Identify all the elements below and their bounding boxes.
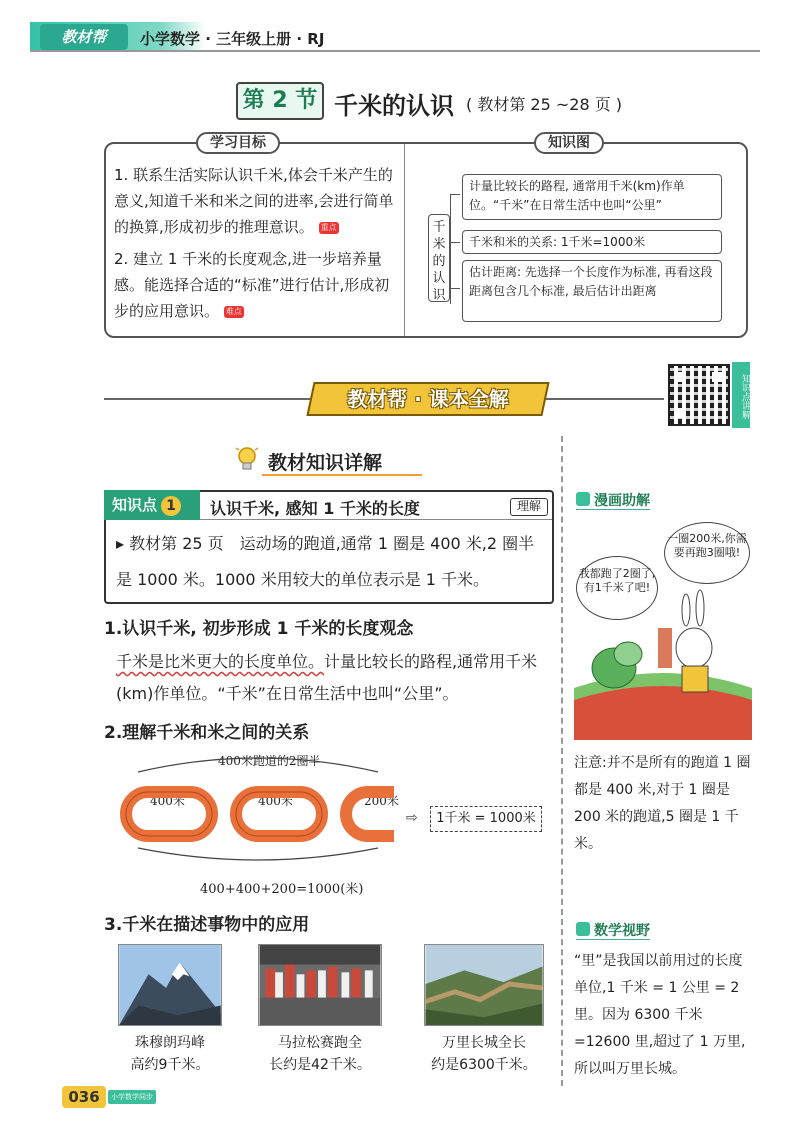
track-bottom-label: 400+400+200=1000(米) [200, 882, 364, 897]
qr-pattern [670, 366, 728, 424]
map-branch [450, 242, 460, 243]
section-name: 千米的认识 [334, 92, 454, 120]
column-divider [561, 436, 563, 1086]
caption-line: 长约是42千米。 [269, 1057, 371, 1073]
goal-text: 2. 建立 1 千米的长度观念,进一步培养量感。能选择合适的“标准”进行估计,形成初步的应用意识。 [114, 250, 390, 320]
photo-caption [258, 1032, 382, 1076]
heading-2: 2.理解千米和米之间的关系 [104, 723, 310, 743]
conversion-equation: 1千米 = 1000米 [430, 806, 542, 832]
sidebar-note: 注意:并不是所有的跑道 1 圈都是 400 米,对于 1 圈是 200 米的跑道,5 圈是 1 千米。 [574, 755, 751, 852]
math-view-tag: 数学视野 [576, 920, 650, 940]
top-brace [138, 758, 378, 772]
section-number: 第 2 节 [236, 82, 324, 120]
goal-text: 1. 联系生活实际认识千米,体会千米产生的意义,知道千米和米之间的进率,会进行简单的换算,形成初步的推理意识。 [114, 166, 394, 236]
kp-label-text: 知识点 [112, 496, 158, 514]
kp-text: ▸ 教材第 25 页 运动场的跑道,通常 1 圈是 400 米,2 圈半是 1000 米。1000 米用较大的单位表示是 1 千米。 [116, 534, 535, 589]
photo-caption [424, 1032, 544, 1076]
track-label: 400米 [150, 794, 185, 808]
knowledge-point-box [104, 490, 554, 604]
speech-bubble: 我都跑了2圈了,有1千米了吧! [576, 556, 658, 620]
great-wall-photo [424, 944, 544, 1026]
lightbulb-icon [234, 444, 260, 474]
photo-caption [118, 1032, 222, 1076]
map-item: 计量比较长的路程, 通常用千米(km)作单位。“千米”在日常生活中也叫“公里” [462, 174, 722, 220]
kp-number: 1 [161, 496, 181, 516]
map-side-label: 千米的认识 [428, 214, 450, 302]
knowledge-underline [262, 474, 422, 476]
kp-label [104, 490, 200, 520]
section-ref: ( 教材第 25 ~28 页 ) [466, 95, 623, 114]
goals-divider [404, 144, 405, 336]
track-top-label: 400米跑道的2圈半 [218, 754, 321, 768]
track-label: 200米 [364, 794, 399, 808]
banner-title: 教材帮 · 课本全解 [347, 387, 509, 411]
speech-bubble: 一圈200米,你需要再跑3圈哦! [664, 522, 750, 584]
map-item: 千米和米的关系: 1千米=1000米 [462, 230, 722, 254]
knowledge-title: 教材知识详解 [268, 452, 383, 474]
caption-line: 高约9千米。 [130, 1057, 210, 1073]
difficult-point-tag: 难点 [225, 306, 242, 316]
underlined-text: 千米是比米更大的长度单位。 [116, 652, 325, 671]
map-branch [450, 288, 460, 289]
caption-line: 约是6300千米。 [431, 1057, 537, 1073]
comic-help-tag: 漫画助解 [576, 490, 650, 510]
bottom-brace [138, 848, 378, 860]
heading-1: 1.认识千米, 初步形成 1 千米的长度观念 [104, 619, 414, 639]
track-loop [236, 792, 322, 836]
map-item: 估计距离: 先选择一个长度作为标准, 再看这段距离包含几个标准, 最后估计出距离 [462, 260, 722, 322]
book-title: 小学数学 · 三年级上册 · RJ [140, 30, 325, 48]
caption-line: 马拉松赛跑全 [278, 1035, 362, 1051]
kp-level-tag: 理解 [510, 498, 548, 516]
goal-item [114, 162, 396, 240]
goals-box [104, 135, 748, 338]
goals-tab: 学习目标 [196, 132, 280, 154]
paragraph-1 [116, 646, 556, 710]
track-loop [126, 792, 212, 836]
qr-tag: 知识点讲解 [732, 362, 750, 428]
arrow-icon: ⇨ [406, 810, 418, 826]
marathon-photo [258, 944, 382, 1026]
track-label: 400米 [258, 794, 293, 808]
paragraph-text: 计量比较长的路程,通常用千米(km)作单位。“千米”在日常生活中也叫“公里”。 [116, 652, 538, 703]
caption-line: 珠穆朗玛峰 [135, 1035, 205, 1051]
key-point-tag: 重点 [320, 222, 337, 232]
goal-item [114, 246, 396, 324]
everest-photo [118, 944, 222, 1026]
heading-3: 3.千米在描述事物中的应用 [104, 915, 310, 935]
footer-tag: 小学数学同步讲解 [108, 1090, 156, 1104]
brand-logo: 教材帮 [40, 24, 128, 50]
track-diagram [118, 748, 408, 868]
page-header [0, 0, 800, 56]
page-number: 036 [62, 1086, 106, 1108]
map-branch [450, 194, 460, 195]
kp-title: 认识千米, 感知 1 千米的长度 [210, 499, 420, 518]
track-half-loop [346, 792, 394, 836]
sidebar-view-text: “里”是我国以前用过的长度单位,1 千米 = 1 公里 = 2 里。因为 6300 千米=12600 里,超过了 1 万里,所以叫万里长城。 [574, 953, 746, 1077]
map-tab: 知识图 [534, 132, 604, 154]
caption-line: 万里长城全长 [442, 1035, 526, 1051]
